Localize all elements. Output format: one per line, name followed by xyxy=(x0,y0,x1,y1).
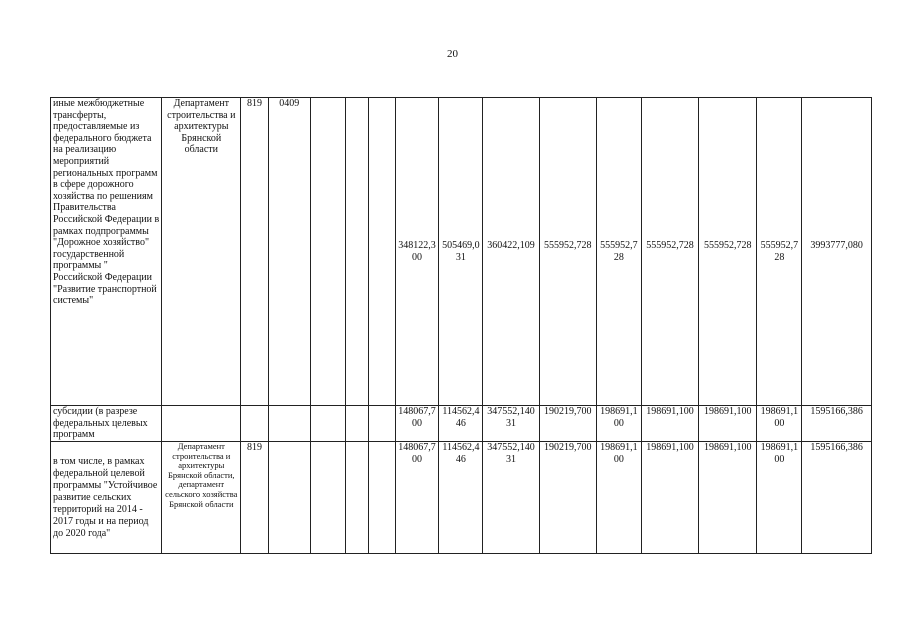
row-code4 xyxy=(346,406,368,442)
row-code1 xyxy=(241,406,269,442)
row-value: 555952,728 xyxy=(757,98,802,406)
row-value: 347552,14031 xyxy=(483,442,539,554)
row-value: 555952,728 xyxy=(539,98,596,406)
row-value: 555952,728 xyxy=(596,98,641,406)
row-value: 555952,728 xyxy=(699,98,757,406)
row-value: 198691,100 xyxy=(757,442,802,554)
row-value: 148067,700 xyxy=(395,442,439,554)
row-code-empty xyxy=(368,442,395,554)
budget-table xyxy=(50,97,872,554)
row-total: 3993777,080 xyxy=(802,98,872,406)
row-code2 xyxy=(268,406,310,442)
row-value: 114562,446 xyxy=(439,442,483,554)
row-total: 1595166,386 xyxy=(802,442,872,554)
row-value: 190219,700 xyxy=(539,406,596,442)
row-value: 505469,031 xyxy=(439,98,483,406)
row-value: 198691,100 xyxy=(596,442,641,554)
row-department xyxy=(162,406,241,442)
row-code3 xyxy=(310,98,346,406)
row-code1: 819 xyxy=(241,98,269,406)
page-number: 20 xyxy=(447,48,458,60)
row-name: иные межбюджетные трансферты, предоставляемые из федерального бюджета на реализацию мероприятий региональных программ в сфере дорожного хозяйства по решениям Правительства Российской Федерации в рамках подпрограммы "Дорожное хозяйство" государственной программы " Российской Федерации "Развитие транспортной системы" xyxy=(51,98,162,406)
table-row xyxy=(51,442,872,554)
row-code3 xyxy=(310,442,346,554)
row-total: 1595166,386 xyxy=(802,406,872,442)
row-code1: 819 xyxy=(241,442,269,554)
row-value: 198691,100 xyxy=(641,442,698,554)
row-value: 348122,300 xyxy=(395,98,439,406)
row-code4 xyxy=(346,98,368,406)
row-value: 198691,100 xyxy=(596,406,641,442)
row-value: 148067,700 xyxy=(395,406,439,442)
row-value: 198691,100 xyxy=(757,406,802,442)
row-value: 555952,728 xyxy=(641,98,698,406)
row-code4 xyxy=(346,442,368,554)
row-name: в том числе, в рамках федеральной целевой программы "Устойчивое развитие сельских территорий на 2014 - 2017 годы и на период до 2020 года" xyxy=(51,442,162,554)
row-value: 360422,109 xyxy=(483,98,539,406)
row-value: 198691,100 xyxy=(641,406,698,442)
row-value: 198691,100 xyxy=(699,406,757,442)
row-value: 190219,700 xyxy=(539,442,596,554)
row-value: 347552,14031 xyxy=(483,406,539,442)
row-code-empty xyxy=(368,406,395,442)
row-department: Департамент строительства и архитектуры Брянской области, департамент сельского хозяйства Брянской области xyxy=(162,442,241,554)
row-name: субсидии (в разрезе федеральных целевых программ xyxy=(51,406,162,442)
row-department: Департамент строительства и архитектуры Брянской области xyxy=(162,98,241,406)
row-code2 xyxy=(268,442,310,554)
row-value: 198691,100 xyxy=(699,442,757,554)
row-code2: 0409 xyxy=(268,98,310,406)
row-code-empty xyxy=(368,98,395,406)
row-value: 114562,446 xyxy=(439,406,483,442)
table-row xyxy=(51,406,872,442)
row-code3 xyxy=(310,406,346,442)
table-row xyxy=(51,98,872,406)
